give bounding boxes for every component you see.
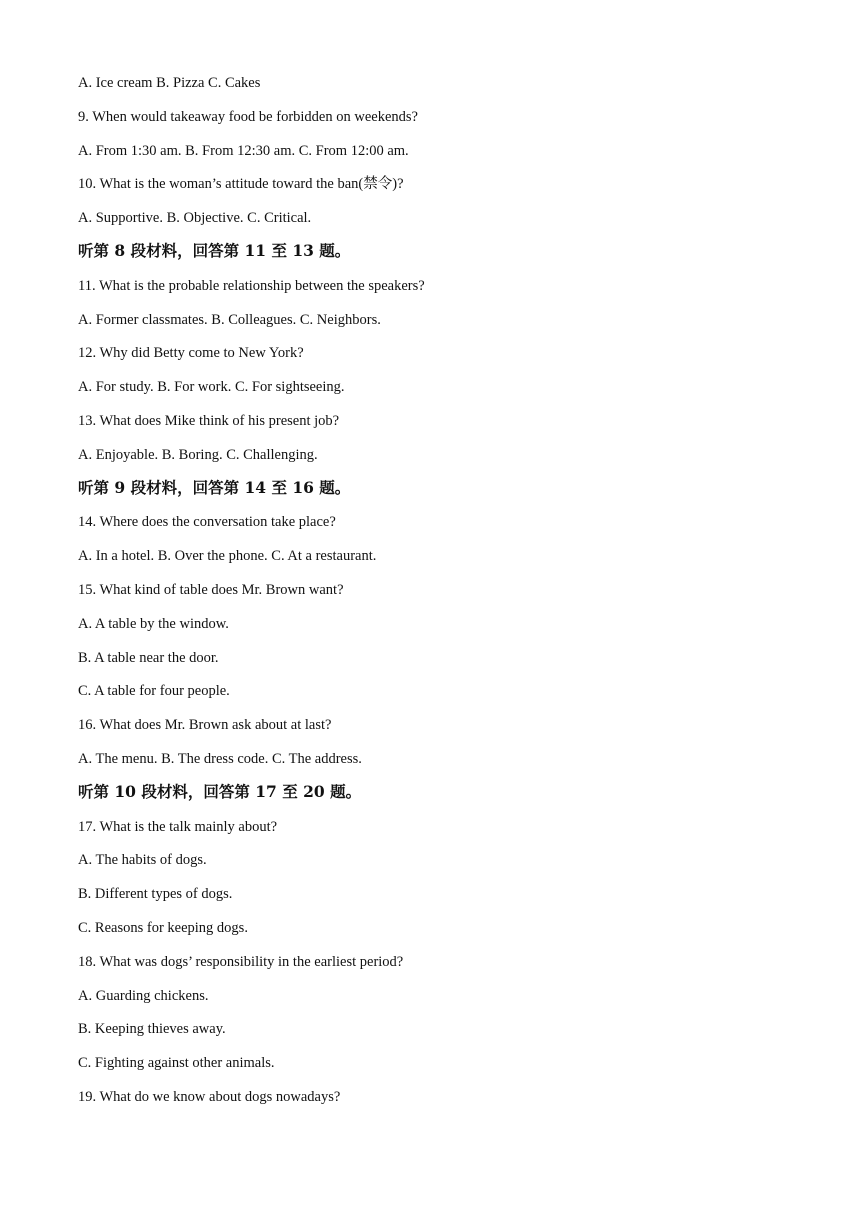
question-13: 13. What does Mike think of his present job?	[78, 413, 340, 429]
question-9: 9. When would takeaway food be forbidden on weekends?	[78, 109, 418, 125]
answer-options-q13: A. Enjoyable. B. Boring. C. Challenging.	[78, 447, 318, 463]
question-15: 15. What kind of table does Mr. Brown want?	[78, 582, 344, 598]
section-heading-10: 听第 10 段材料，回答第 17 至 20 题。	[78, 782, 362, 801]
section-heading-8: 听第 8 段材料，回答第 11 至 13 题。	[78, 241, 351, 260]
answer-options-q10: A. Supportive. B. Objective. C. Critical.	[78, 210, 312, 226]
answer-option-q15-a: A. A table by the window.	[78, 616, 229, 632]
question-10: 10. What is the woman’s attitude toward the ban(禁令)?	[78, 176, 404, 192]
question-16: 16. What does Mr. Brown ask about at last?	[78, 717, 332, 733]
answer-option-q17-a: A. The habits of dogs.	[78, 852, 207, 868]
answer-options-q12: A. For study. B. For work. C. For sightseeing.	[78, 379, 345, 395]
answer-options-q14: A. In a hotel. B. Over the phone. C. At a restaurant.	[78, 548, 377, 564]
answer-option-q17-b: B. Different types of dogs.	[78, 886, 233, 902]
question-19: 19. What do we know about dogs nowadays?	[78, 1089, 341, 1105]
question-18: 18. What was dogs’ responsibility in the earliest period?	[78, 954, 404, 970]
question-11: 11. What is the probable relationship between the speakers?	[78, 278, 425, 294]
answer-options-q16: A. The menu. B. The dress code. C. The address.	[78, 751, 362, 767]
answer-option-q15-b: B. A table near the door.	[78, 650, 219, 666]
answer-option-q18-a: A. Guarding chickens.	[78, 988, 209, 1004]
answer-option-q18-b: B. Keeping thieves away.	[78, 1021, 226, 1037]
question-14: 14. Where does the conversation take place?	[78, 514, 336, 530]
answer-options-q9: A. From 1:30 am. B. From 12:30 am. C. From 12:00 am.	[78, 143, 409, 159]
question-12: 12. Why did Betty come to New York?	[78, 345, 304, 361]
answer-option-q15-c: C. A table for four people.	[78, 683, 230, 699]
answer-option-q17-c: C. Reasons for keeping dogs.	[78, 920, 248, 936]
answer-options-q11: A. Former classmates. B. Colleagues. C. Neighbors.	[78, 312, 381, 328]
section-heading-9: 听第 9 段材料，回答第 14 至 16 题。	[78, 478, 351, 497]
answer-option-q18-c: C. Fighting against other animals.	[78, 1055, 275, 1071]
answer-options-q8: A. Ice cream B. Pizza C. Cakes	[78, 75, 261, 91]
question-17: 17. What is the talk mainly about?	[78, 819, 278, 835]
